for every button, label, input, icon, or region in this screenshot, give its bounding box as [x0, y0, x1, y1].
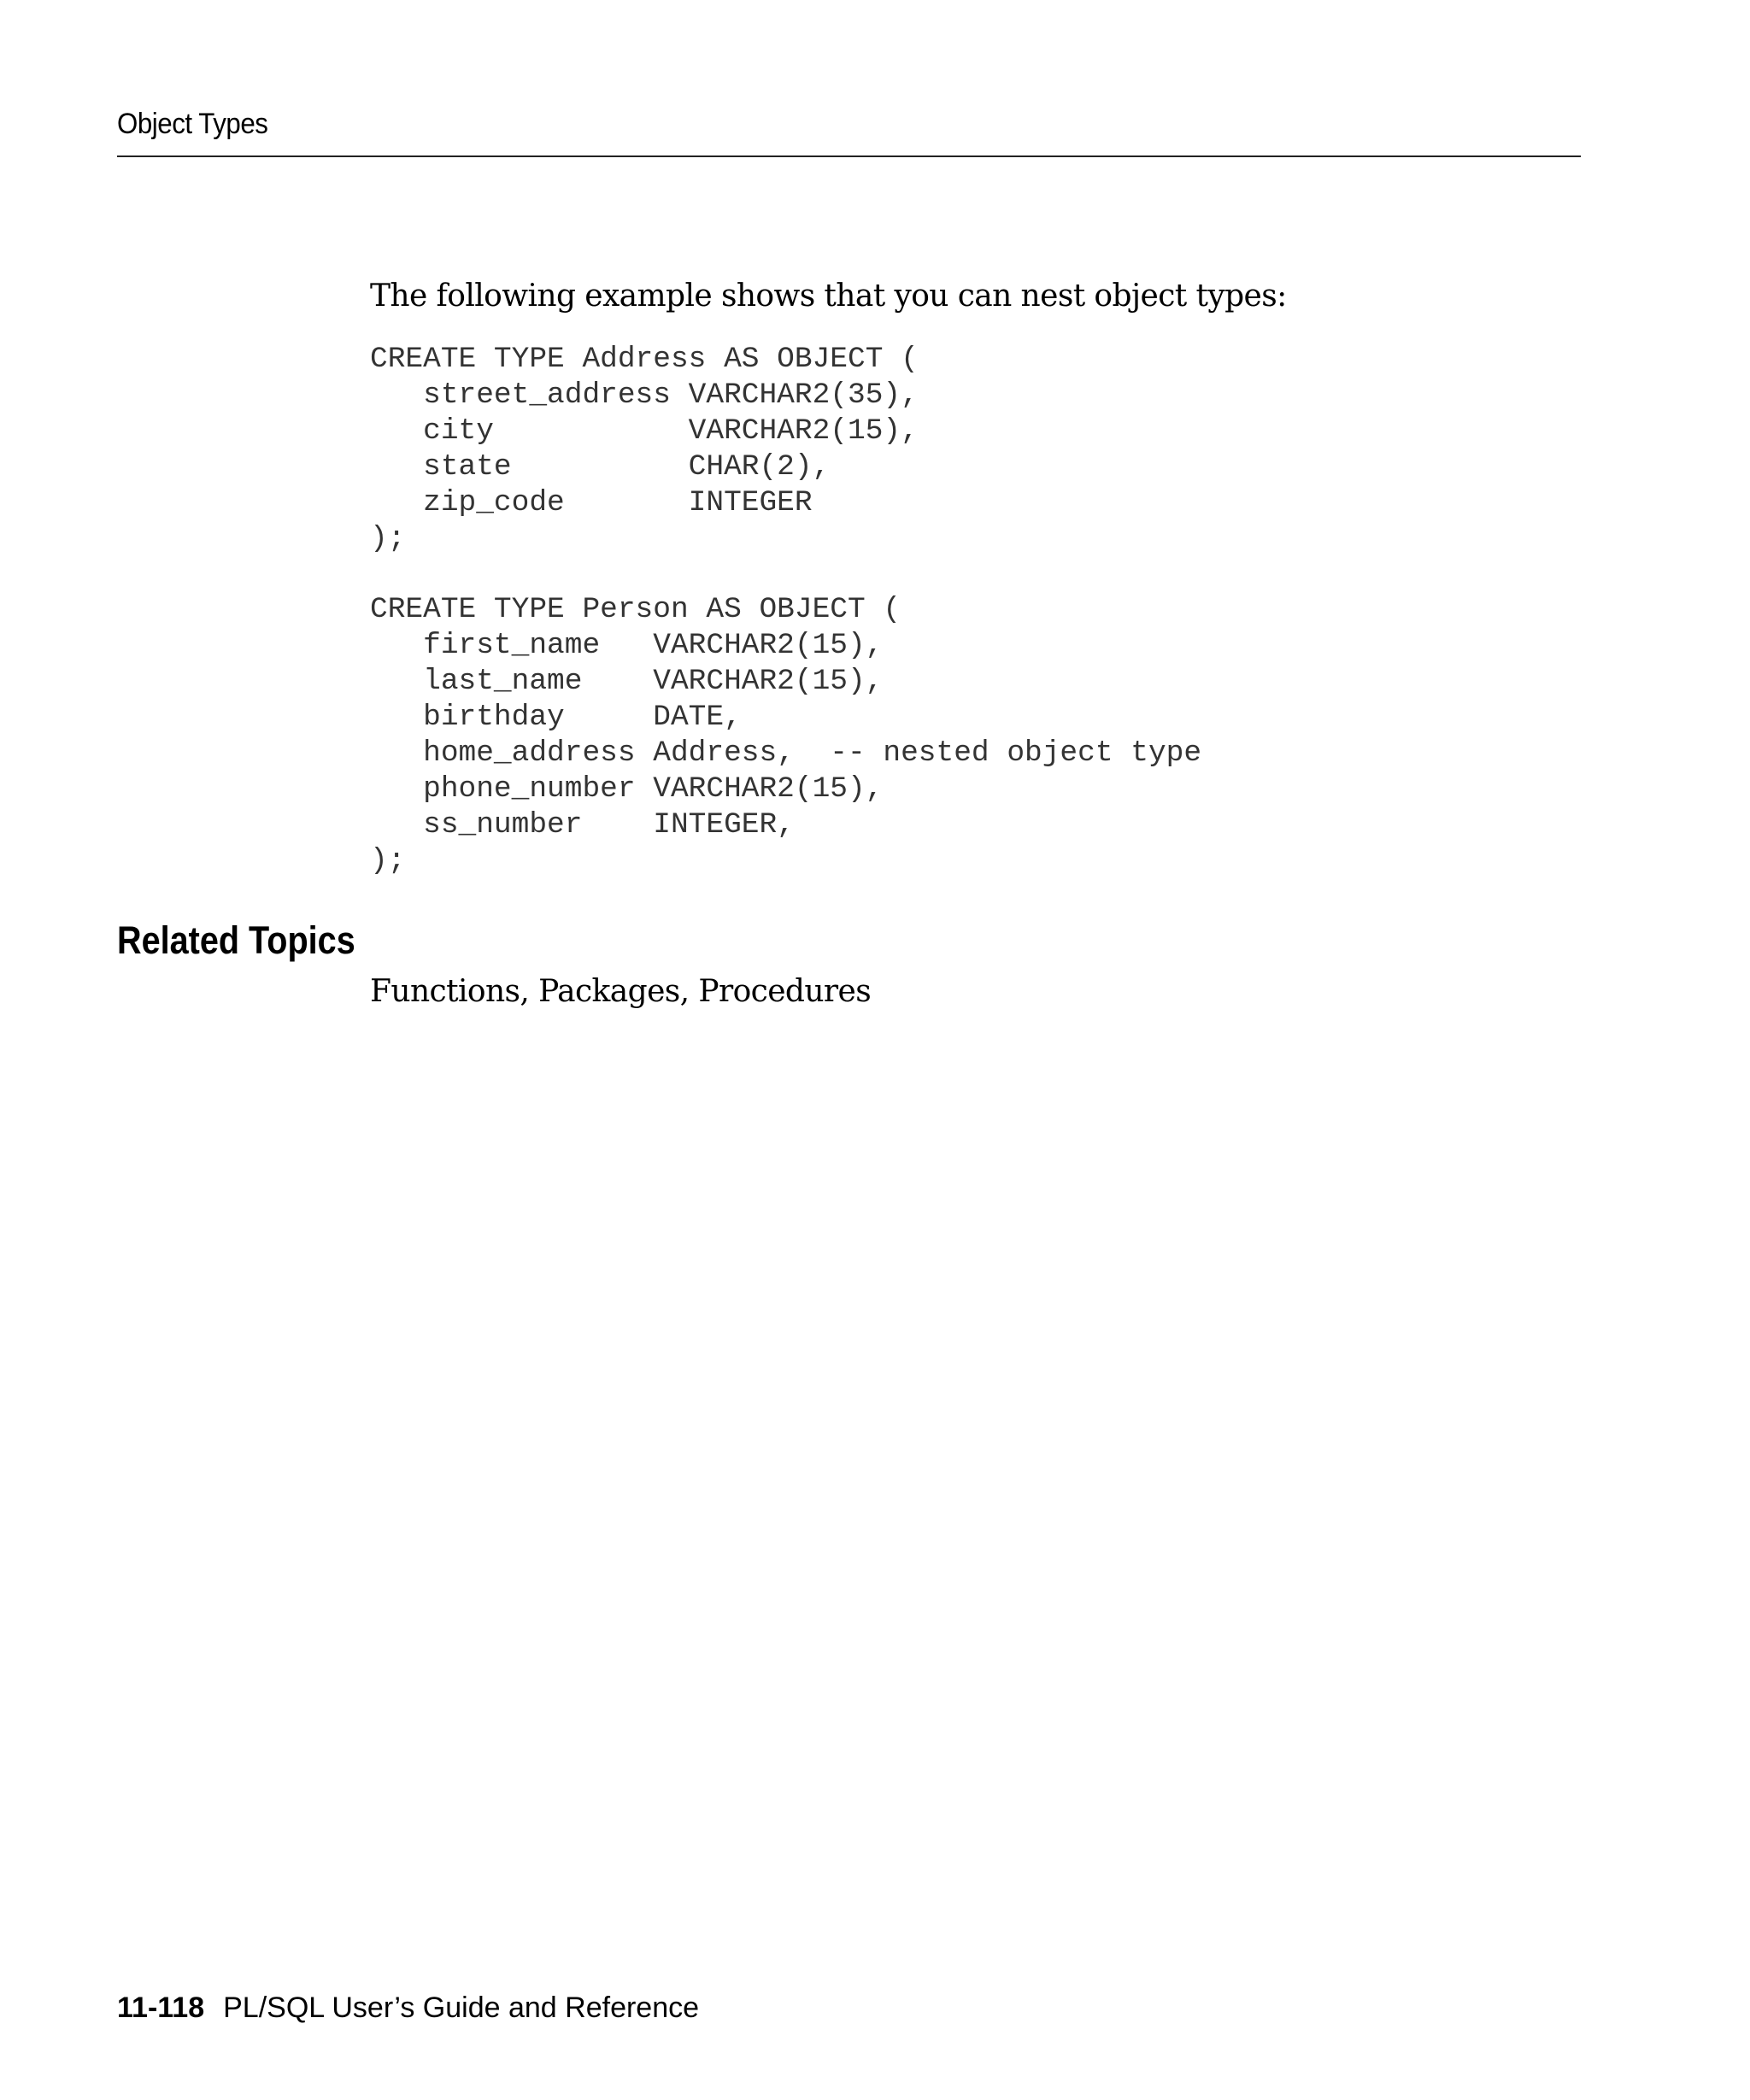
running-header-title: Object Types	[117, 108, 268, 140]
book-title: PL/SQL User’s Guide and Reference	[223, 1991, 700, 2024]
page-footer	[117, 1991, 699, 2025]
page-number: 11-118	[117, 1991, 205, 2024]
intro-paragraph: The following example shows that you can nest object types:	[370, 279, 1287, 314]
related-topics-list: Functions, Packages, Procedures	[370, 974, 872, 1009]
section-heading-related-topics: Related Topics	[117, 918, 355, 962]
code-example: CREATE TYPE Address AS OBJECT ( street_address VARCHAR2(35), city VARCHAR2(15), state CHAR(2), zip_code INTEGER ); CREATE TYPE Person AS OBJECT ( first_name VARCHAR2(15), last_name VARCHAR2(15), birthday DATE, home_address Address, -- nested object type phone_number VARCHAR2(15), ss_number INTEGER, );	[370, 343, 1202, 877]
header-rule	[117, 155, 1581, 157]
